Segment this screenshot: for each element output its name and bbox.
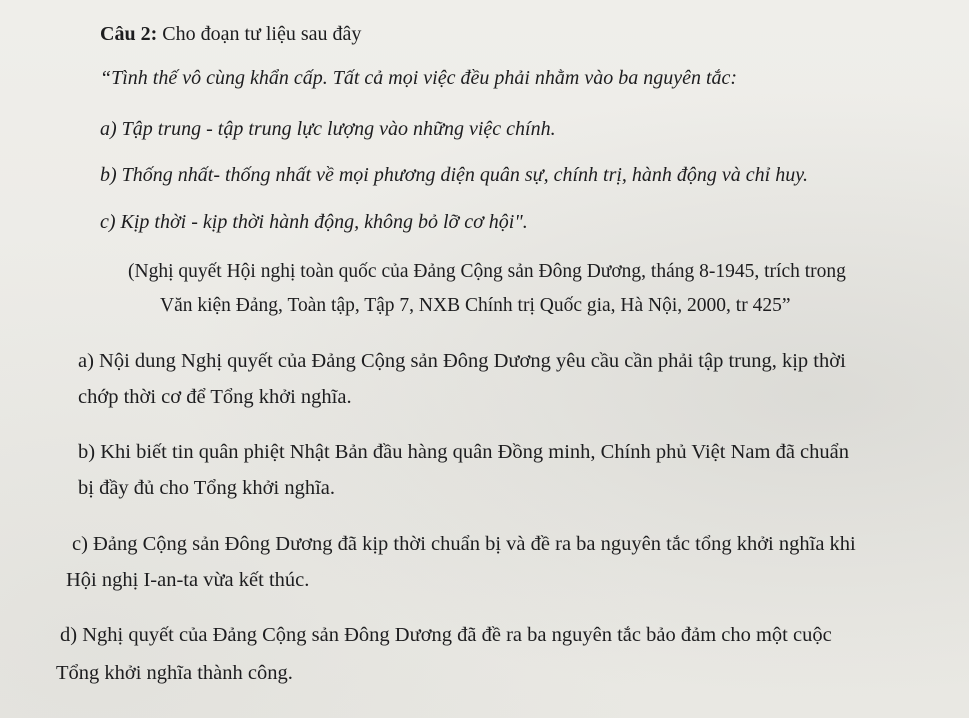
- statement-d-line-2: Tổng khởi nghĩa thành công.: [56, 662, 293, 684]
- question-label: Câu 2:: [100, 23, 158, 45]
- quote-source-line-2: Văn kiện Đảng, Toàn tập, Tập 7, NXB Chính trị Quốc gia, Hà Nội, 2000, tr 425”: [160, 295, 791, 316]
- statement-c-line-1: c) Đảng Cộng sản Đông Dương đã kịp thời chuẩn bị và đề ra ba nguyên tắc tổng khởi nghĩa khi: [72, 533, 856, 555]
- question-prompt: Cho đoạn tư liệu sau đây: [162, 23, 362, 45]
- statement-a-line-1: a) Nội dung Nghị quyết của Đảng Cộng sản Đông Dương yêu cầu cần phải tập trung, kịp thời: [78, 350, 846, 372]
- statement-d-line-1: d) Nghị quyết của Đảng Cộng sản Đông Dương đã đề ra ba nguyên tắc bảo đảm cho một cuộc: [60, 624, 832, 646]
- statement-a-line-2: chớp thời cơ để Tổng khởi nghĩa.: [78, 386, 352, 408]
- principle-b: b) Thống nhất- thống nhất về mọi phương diện quân sự, chính trị, hành động và chỉ huy.: [100, 164, 808, 186]
- principle-c: c) Kịp thời - kịp thời hành động, không bỏ lỡ cơ hội".: [100, 211, 528, 233]
- quote-intro: “Tình thế vô cùng khẩn cấp. Tất cả mọi việc đều phải nhằm vào ba nguyên tắc:: [100, 67, 738, 89]
- statement-b-line-1: b) Khi biết tin quân phiệt Nhật Bản đầu hàng quân Đồng minh, Chính phủ Việt Nam đã chuẩn: [78, 441, 849, 463]
- question-heading: [100, 22, 361, 46]
- principle-a: a) Tập trung - tập trung lực lượng vào những việc chính.: [100, 118, 556, 140]
- statement-b-line-2: bị đầy đủ cho Tổng khởi nghĩa.: [78, 477, 336, 499]
- quote-source-line-1: (Nghị quyết Hội nghị toàn quốc của Đảng Cộng sản Đông Dương, tháng 8-1945, trích trong: [128, 261, 846, 282]
- statement-c-line-2: Hội nghị I-an-ta vừa kết thúc.: [66, 569, 310, 591]
